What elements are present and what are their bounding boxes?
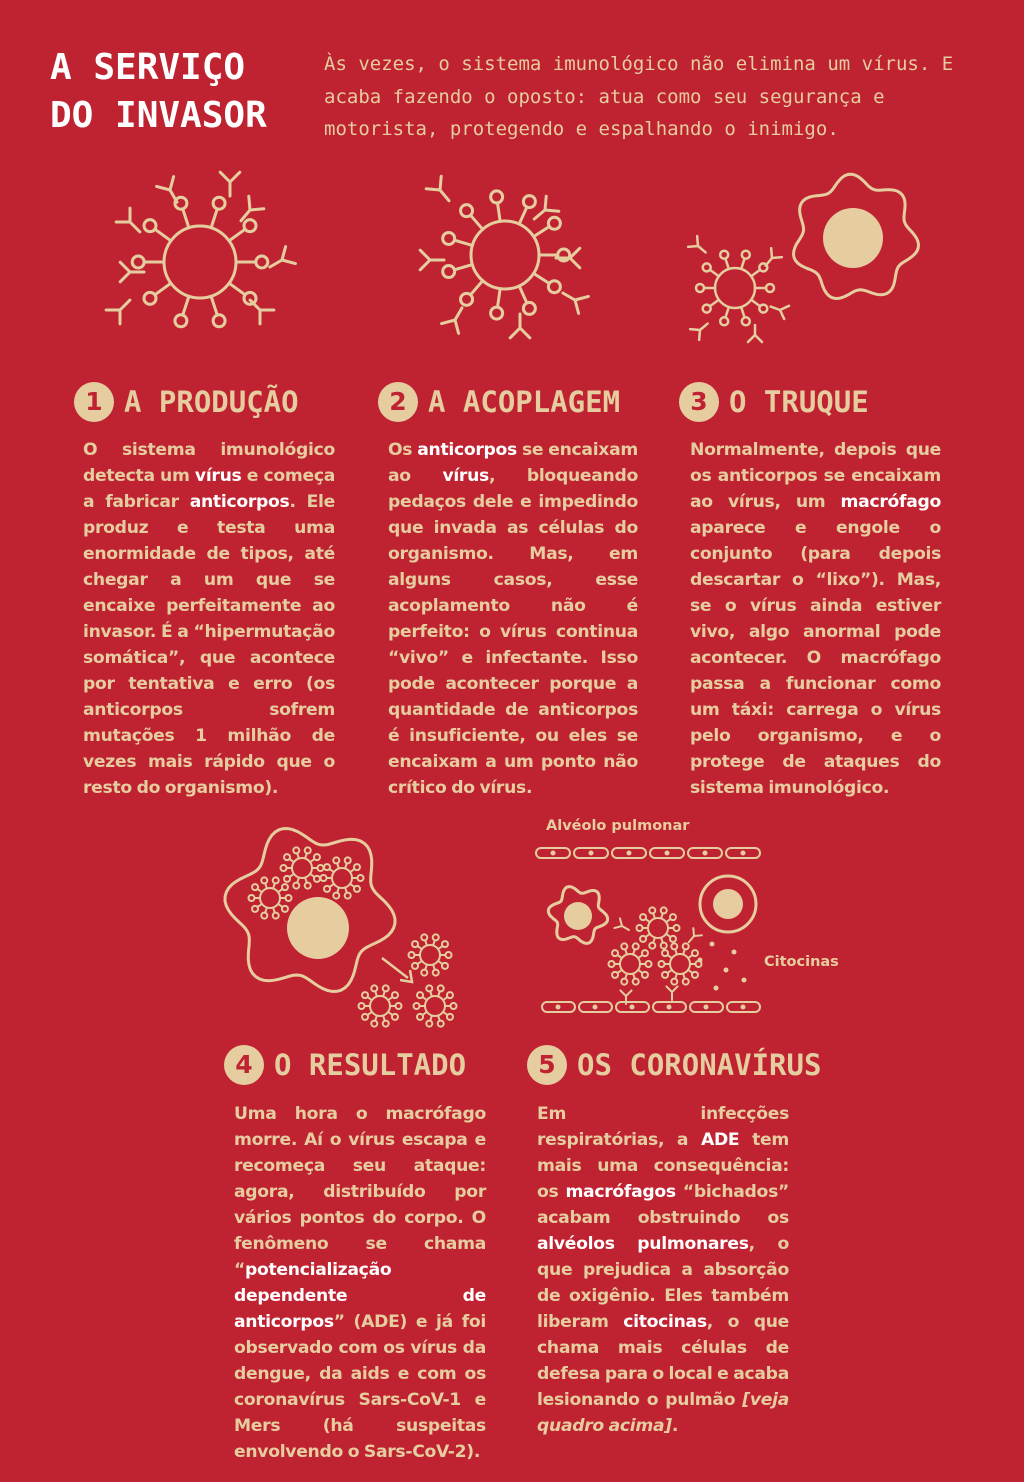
cell-dot	[665, 851, 670, 856]
text-segment: , o que prejudica a absorção de oxigênio. Eles também liberam	[537, 1234, 790, 1332]
virus-icon	[132, 197, 268, 327]
cell-nucleus	[287, 897, 349, 959]
cell-nucleus	[564, 902, 592, 930]
cell-dot	[667, 1005, 672, 1010]
cell-dot	[551, 851, 556, 856]
antibody-icon	[426, 176, 456, 207]
virus-antibody-coupling-illustration	[410, 160, 630, 360]
text-segment: “bichados” acabam obstruindo os	[537, 1182, 789, 1228]
page-title	[50, 44, 267, 140]
highlight-term: macrófago	[840, 492, 941, 512]
cell-dot	[589, 851, 594, 856]
citocinas-label: Citocinas	[764, 954, 839, 970]
antibody-icon	[558, 285, 588, 314]
step-4-text	[234, 1101, 486, 1465]
cytokine-dot	[698, 958, 703, 963]
highlight-term: ADE	[700, 1130, 740, 1150]
antibody-icon	[265, 247, 295, 276]
step-5-number-badge: 5	[527, 1045, 567, 1085]
cell-nucleus	[713, 889, 743, 919]
antibody-icon	[442, 303, 471, 333]
step-3-title: O TRUQUE	[729, 385, 869, 419]
step-1-number-badge: 1	[74, 382, 114, 422]
highlight-term: vírus	[442, 466, 489, 486]
reference-note: [veja quadro acima]	[537, 1390, 789, 1436]
highlight-term: citocinas	[623, 1312, 707, 1332]
cell-dot	[627, 851, 632, 856]
text-segment: Os	[388, 440, 418, 460]
step-5-title: OS CORONAVÍRUS	[577, 1048, 822, 1082]
text-segment: Em infecções respiratórias, a	[537, 1104, 789, 1150]
antibody-icon	[157, 177, 186, 207]
cell-dot	[593, 1005, 598, 1010]
highlight-term: vírus	[194, 466, 242, 486]
cytokine-dot	[710, 942, 715, 947]
step-1	[74, 382, 354, 426]
antibody-icon	[690, 318, 712, 340]
virus-icon	[281, 847, 324, 888]
cell-dot	[703, 851, 708, 856]
antibody-icon	[116, 208, 147, 239]
virus-icon	[659, 943, 702, 984]
text-segment: O sistema imunológico detecta um	[83, 440, 335, 486]
macrophage-virus-illustration	[680, 160, 940, 360]
antibody-icon	[233, 196, 263, 227]
step-2-number-badge: 2	[378, 382, 418, 422]
highlight-term: potencialização dependente de anticorpos	[234, 1260, 486, 1332]
antibody-icon	[106, 293, 137, 324]
text-segment: , o que chama mais células de defesa para o local e acaba lesionando o pulmão	[537, 1312, 789, 1410]
cell-dot	[630, 1005, 635, 1010]
intro-text: Às vezes, o sistema imunológico não elimina um vírus. E acaba fazendo o oposto: atua como seu segurança e motorista, protegendo e espalhando o inimigo.	[324, 53, 954, 140]
cell-dot	[741, 1005, 746, 1010]
cell-dot	[741, 851, 746, 856]
highlight-term: anticorpos	[189, 492, 290, 512]
step-2-title: A ACOPLAGEM	[428, 385, 621, 419]
step-3	[679, 382, 959, 426]
text-segment: .	[671, 1416, 679, 1436]
cell-dot	[556, 1005, 561, 1010]
cytokine-dot	[742, 978, 747, 983]
virus-icon	[359, 985, 402, 1026]
antibody-icon	[510, 314, 530, 338]
step-2-text	[388, 437, 638, 801]
text-segment: aparece e engole o conjunto (para depois descartar o “lixo”). Mas, se o vírus ainda estiver vivo, algo anormal pode acontecer. O macrófago passa a funcionar como um táxi: carrega o vírus pelo organismo, e o protege de ataques do sistema imunológico.	[690, 518, 941, 798]
virus-icon	[414, 985, 457, 1026]
antibody-icon	[768, 300, 789, 319]
virus-icon	[321, 857, 364, 898]
text-segment: Normalmente, depois que os anticorpos se encaixam ao vírus, um	[690, 440, 941, 512]
antibody-icon	[748, 325, 762, 342]
virus-icon	[637, 907, 680, 948]
highlight-term: anticorpos	[417, 440, 517, 460]
step-5-text	[537, 1101, 789, 1439]
text-segment: Uma hora o macrófago morre. Aí o vírus escapa e recomeça seu ataque: agora, distribuído por vários pontos do corpo. O fenômeno se chama “	[234, 1104, 486, 1280]
antibody-icon	[688, 236, 710, 258]
highlight-term: alvéolos pulmonares	[537, 1234, 749, 1254]
step-4	[224, 1045, 504, 1089]
step-1-title: A PRODUÇÃO	[124, 385, 299, 419]
highlight-term: macrófagos	[565, 1182, 676, 1202]
cell-nucleus	[823, 208, 883, 268]
macrophage-release-illustration	[230, 820, 470, 1040]
cytokine-dot	[724, 968, 729, 973]
alveolo-label: Alvéolo pulmonar	[546, 818, 690, 834]
virus-icon	[609, 943, 652, 984]
step-4-title: O RESULTADO	[274, 1048, 467, 1082]
cell-dot	[704, 1005, 709, 1010]
antibody-icon	[420, 250, 444, 270]
text-segment: ” (ADE) e já foi observado com os vírus da dengue, da aids e com os coronavírus Sars-CoV-1 e Mers (há suspeitas envolvendo o Sars-CoV-2).	[234, 1312, 486, 1462]
cytokine-dot	[714, 986, 719, 991]
text-segment: , bloqueando pedaços dele e impedindo que invada as células do organismo. Mas, em alguns casos, esse acoplamento não é perfeito: o vírus continua “vivo” e infectante. Isso pode acontecer porque a quantidade de anticorpos é insuficiente, ou eles se encaixam a um ponto não crítico do vírus.	[388, 466, 638, 798]
text-segment: e começa a fabricar	[83, 466, 336, 512]
virus-with-antibodies-illustration	[100, 160, 320, 360]
antibody-icon	[220, 172, 240, 196]
step-5	[527, 1045, 827, 1089]
title-line-1: A SERVIÇO	[50, 47, 246, 88]
virus-icon	[249, 877, 292, 918]
virus-icon	[409, 934, 452, 975]
antibody-icon	[528, 196, 559, 226]
text-segment: tem mais uma consequência: os	[537, 1130, 789, 1202]
step-3-text	[690, 437, 941, 801]
antibody-icon	[760, 248, 782, 270]
virus-icon	[696, 251, 774, 326]
step-1-text	[83, 437, 335, 801]
step-3-number-badge: 3	[679, 382, 719, 422]
cytokine-dot	[732, 950, 737, 955]
antibody-icon	[243, 293, 274, 324]
step-2	[378, 382, 658, 426]
antibody-icon	[614, 918, 631, 934]
lung-alveolus-illustration	[530, 840, 780, 1020]
escape-arrow	[382, 958, 408, 978]
step-4-number-badge: 4	[224, 1045, 264, 1085]
title-line-2: DO INVASOR	[50, 95, 267, 136]
text-segment: . Ele produz e testa uma enormidade de tipos, até chegar a um que se encaixe perfeitamente ao invasor. É a “hipermutação somática”, que acontece por tentativa e erro (os anticorpos sofrem mutações 1 milhão de vezes mais rápido que o resto do organismo).	[83, 492, 335, 798]
text-segment: se encaixam ao	[388, 440, 638, 486]
antibody-icon	[666, 986, 677, 1000]
